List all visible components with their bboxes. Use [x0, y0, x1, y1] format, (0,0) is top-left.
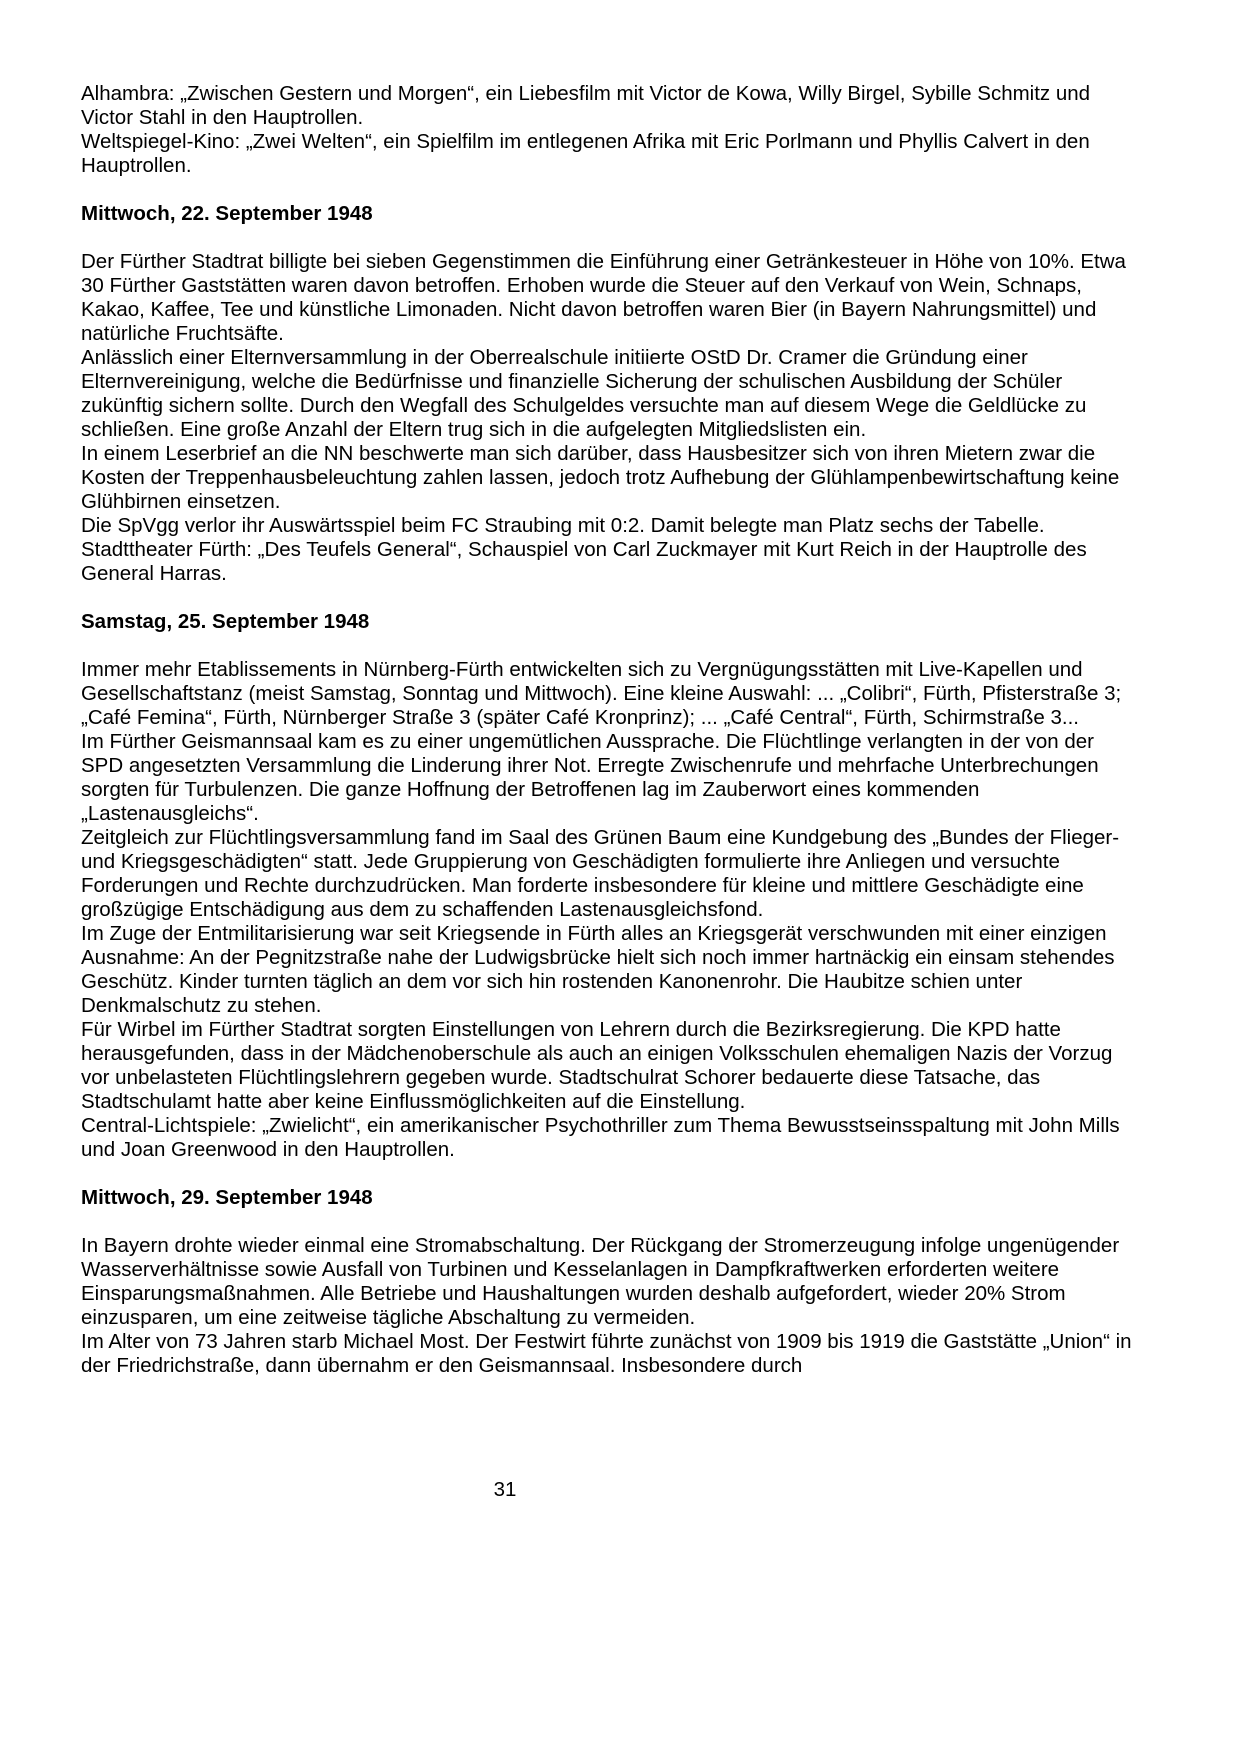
paragraph: Im Zuge der Entmilitarisierung war seit Kriegsende in Fürth alles an Kriegsgerät verschwunden mit einer einzigen Ausnahme: An der Pegnitzstraße nahe der Ludwigsbrücke hielt sich noch immer hartnäckig ein einsam stehendes Geschütz. Kinder turnten täglich an dem vor sich hin rostenden Kanonenrohr. Die Haubitze schien unter Denkmalschutz zu stehen. [81, 922, 1115, 1017]
section-heading: Mittwoch, 29. September 1948 [81, 1186, 373, 1209]
section-heading: Mittwoch, 22. September 1948 [81, 202, 373, 225]
paragraph: In Bayern drohte wieder einmal eine Stromabschaltung. Der Rückgang der Stromerzeugung infolge ungenügender Wasserverhältnisse sowie Ausfall von Turbinen und Kesselanlagen in Dampfkraftwerken erforderten weitere Einsparungsmaßnahmen. Alle Betriebe und Haushaltungen wurden deshalb aufgefordert, wieder 20% Strom einzusparen, um eine zeitweise tägliche Abschaltung zu vermeiden. [81, 1234, 1120, 1329]
paragraph: Die SpVgg verlor ihr Auswärtsspiel beim FC Straubing mit 0:2. Damit belegte man Platz sechs der Tabelle. [81, 514, 1045, 537]
paragraph: Zeitgleich zur Flüchtlingsversammlung fand im Saal des Grünen Baum eine Kundgebung des „Bundes der Flieger- und Kriegsgeschädigten“ statt. Jede Gruppierung von Geschädigten formulierte ihre Anliegen und versuchte Forderungen und Rechte durchzudrücken. Man forderte insbesondere für kleine und mittlere Geschädigte eine großzügige Entschädigung aus dem zu schaffenden Lastenausgleichsfond. [81, 826, 1120, 921]
paragraph: Der Fürther Stadtrat billigte bei sieben Gegenstimmen die Einführung einer Getränkesteuer in Höhe von 10%. Etwa 30 Fürther Gaststätten waren davon betroffen. Erhoben wurde die Steuer auf den Verkauf von Wein, Schnaps, Kakao, Kaffee, Tee und künstliche Limonaden. Nicht davon betroffen waren Bier (in Bayern Nahrungsmittel) und natürliche Fruchtsäfte. [81, 250, 1126, 345]
paragraph: Central-Lichtspiele: „Zwielicht“, ein amerikanischer Psychothriller zum Thema Bewusstseinsspaltung mit John Mills und Joan Greenwood in den Hauptrollen. [81, 1114, 1120, 1161]
paragraph: Alhambra: „Zwischen Gestern und Morgen“, ein Liebesfilm mit Victor de Kowa, Willy Birgel, Sybille Schmitz und Victor Stahl in den Hauptrollen. [81, 82, 1091, 129]
paragraph: Anlässlich einer Elternversammlung in der Oberrealschule initiierte OStD Dr. Cramer die Gründung einer Elternvereinigung, welche die Bedürfnisse und finanzielle Sicherung der schulischen Ausbildung der Schüler zukünftig sichern sollte. Durch den Wegfall des Schulgeldes versuchte man auf diesem Wege die Geldlücke zu schließen. Eine große Anzahl der Eltern trug sich in die aufgelegten Mitgliedslisten ein. [81, 346, 1087, 441]
paragraph: In einem Leserbrief an die NN beschwerte man sich darüber, dass Hausbesitzer sich von ihren Mietern zwar die Kosten der Treppenhausbeleuchtung zahlen lassen, jedoch trotz Aufhebung der Glühlampenbewirtschaftung keine Glühbirnen einsetzen. [81, 442, 1120, 513]
paragraph: Immer mehr Etablissements in Nürnberg-Fürth entwickelten sich zu Vergnügungsstätten mit Live-Kapellen und Gesellschaftstanz (meist Samstag, Sonntag und Mittwoch). Eine kleine Auswahl: ... „Colibri“, Fürth, Pfisterstraße 3; „Café Femina“, Fürth, Nürnberger Straße 3 (später Café Kronprinz); ... „Café Central“, Fürth, Schirmstraße 3... [81, 658, 1122, 729]
paragraph: Im Alter von 73 Jahren starb Michael Most. Der Festwirt führte zunächst von 1909 bis 1919 die Gaststätte „Union“ in der Friedrichstraße, dann übernahm er den Geismannsaal. Insbesondere durch [81, 1330, 1132, 1377]
paragraph: Stadttheater Fürth: „Des Teufels General“, Schauspiel von Carl Zuckmayer mit Kurt Reich in der Hauptrolle des General Harras. [81, 538, 1087, 585]
section-heading: Samstag, 25. September 1948 [81, 610, 370, 633]
page-number: 31 [493, 1478, 517, 1501]
paragraph: Im Fürther Geismannsaal kam es zu einer ungemütlichen Aussprache. Die Flüchtlinge verlangten in der von der SPD angesetzten Versammlung die Linderung ihrer Not. Erregte Zwischenrufe und mehrfache Unterbrechungen sorgten für Turbulenzen. Die ganze Hoffnung der Betroffenen lag im Zauberwort eines kommenden „Lastenausgleichs“. [81, 730, 1099, 825]
paragraph: Weltspiegel-Kino: „Zwei Welten“, ein Spielfilm im entlegenen Afrika mit Eric Porlmann und Phyllis Calvert in den Hauptrollen. [81, 130, 1090, 177]
paragraph: Für Wirbel im Fürther Stadtrat sorgten Einstellungen von Lehrern durch die Bezirksregierung. Die KPD hatte herausgefunden, dass in der Mädchenoberschule als auch an einigen Volksschulen ehemaligen Nazis der Vorzug vor unbelasteten Flüchtlingslehrern gegeben wurde. Stadtschulrat Schorer bedauerte diese Tatsache, das Stadtschulamt hatte aber keine Einflussmöglichkeiten auf die Einstellung. [81, 1018, 1113, 1113]
document-content [81, 82, 1135, 1378]
